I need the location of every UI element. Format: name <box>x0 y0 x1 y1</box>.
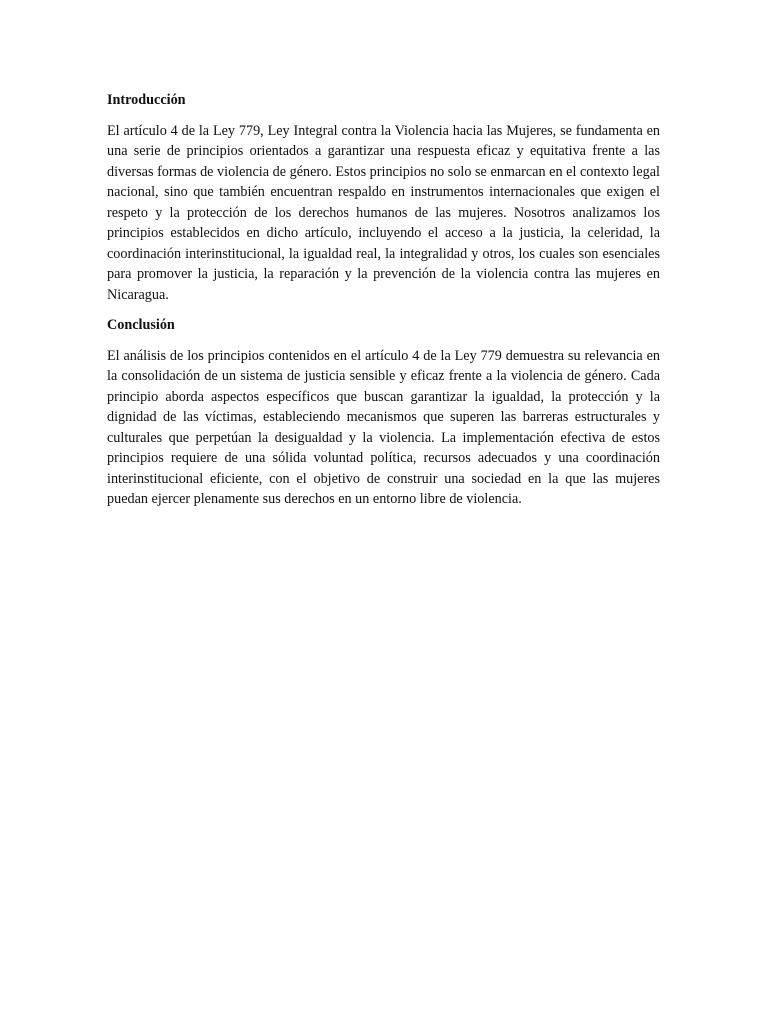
conclusion-heading: Conclusión <box>107 317 175 333</box>
introduction-paragraph: El artículo 4 de la Ley 779, Ley Integral contra la Violencia hacia las Mujeres, se fundamenta en una serie de principios orientados a garantizar una respuesta eficaz y equitativa frente a las diversas formas de violencia de género. Estos principios no solo se enmarcan en el contexto legal nacional, sino que también encuentran respaldo en instrumentos internacionales que exigen el respeto y la protección de los derechos humanos de las mujeres. Nosotros analizamos los principios establecidos en dicho artículo, incluyendo el acceso a la justicia, la celeridad, la coordinación interinstitucional, la igualdad real, la integralidad y otros, los cuales son esenciales para promover la justicia, la reparación y la prevención de la violencia contra las mujeres en Nicaragua. <box>107 122 660 303</box>
introduction-section <box>107 90 660 305</box>
introduction-heading: Introducción <box>107 92 186 108</box>
conclusion-paragraph: El análisis de los principios contenidos en el artículo 4 de la Ley 779 demuestra su relevancia en la consolidación de un sistema de justicia sensible y eficaz frente a la violencia de género. Cada principio aborda aspectos específicos que buscan garantizar la igualdad, la protección y la dignidad de las víctimas, estableciendo mecanismos que superen las barreras estructurales y culturales que perpetúan la desigualdad y la violencia. La implementación efectiva de estos principios requiere de una sólida voluntad política, recursos adecuados y una coordinación interinstitucional eficiente, con el objetivo de construir una sociedad en la que las mujeres puedan ejercer plenamente sus derechos en un entorno libre de violencia. <box>107 347 660 507</box>
conclusion-section <box>107 315 660 510</box>
document-page <box>107 90 660 520</box>
